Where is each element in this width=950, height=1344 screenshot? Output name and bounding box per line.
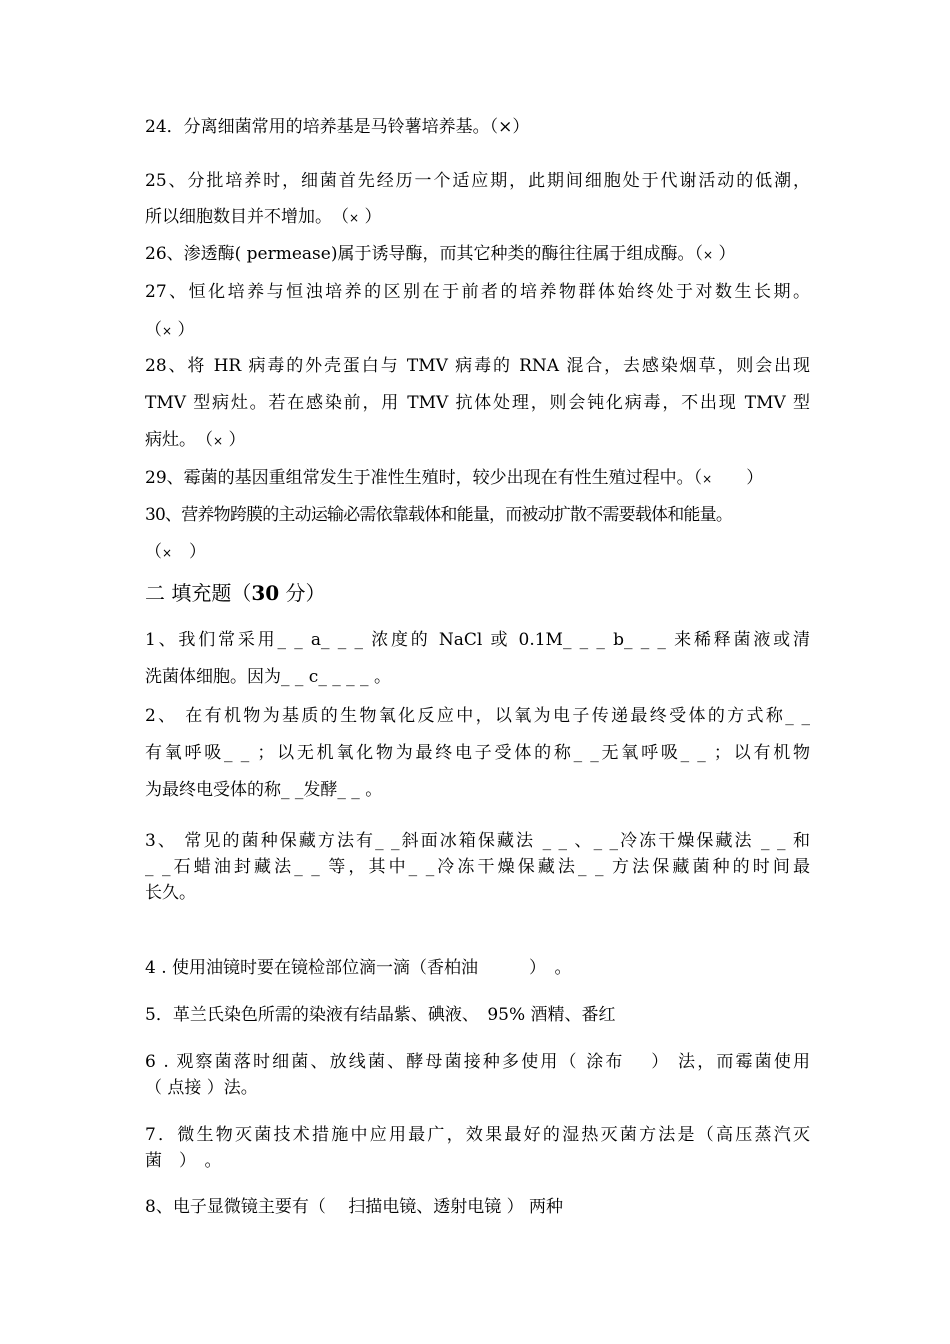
fill-2-line-2: 有氧呼吸_ _ ；以无机氧化物为最终电子受体的称_ _无氧呼吸_ _ ；以有机物	[145, 743, 810, 763]
section-heading-suffix: 分）	[279, 581, 326, 605]
question-27-open: （	[145, 320, 162, 340]
question-28-text: 病灶。 （	[145, 430, 213, 450]
question-25-line-1: 25、分批培养时，细菌首先经历一个适应期，此期间细胞处于代谢活动的低潮，	[145, 171, 810, 191]
question-29-text: 29、霉菌的基因重组常发生于准性生殖时，较少出现在有性生殖过程中。（	[145, 468, 703, 488]
section-heading	[145, 580, 326, 606]
question-26-close: ）	[713, 244, 736, 264]
question-27-close: ）	[172, 320, 195, 340]
question-28-line-1: 28、将 HR 病毒的外壳蛋白与 TMV 病毒的 RNA 混合，去感染烟草，则会出现	[145, 356, 810, 376]
question-24: 24．分离细菌常用的培养基是马铃薯培养基。（×）	[145, 117, 530, 137]
question-25-line-2	[145, 206, 810, 229]
question-26	[145, 243, 810, 266]
fill-7-line-2: 菌 ） 。	[145, 1151, 222, 1171]
fill-2-line-3: 为最终电受体的称_ _发酵_ _ 。	[145, 780, 383, 800]
question-30-open: （	[145, 542, 162, 562]
fill-3-line-2: _ _石蜡油封藏法_ _ 等，其中_ _冷冻干燥保藏法_ _ 方法保藏菌种的时间最	[145, 857, 810, 877]
section-heading-prefix: 二 填充题（	[145, 581, 252, 605]
question-27-line-2	[145, 319, 810, 342]
fill-6-line-2: （ 点接 ）法。	[145, 1078, 258, 1098]
question-29-close: ）	[712, 468, 764, 488]
fill-3-line-3: 长久。	[145, 883, 196, 903]
question-28-close: ）	[223, 430, 246, 450]
section-heading-score: 30	[251, 581, 280, 605]
question-25-close: ）	[359, 207, 382, 227]
question-30-line-1: 30、营养物跨膜的主动运输必需依靠载体和能量，而被动扩散不需要载体和能量。	[145, 505, 733, 525]
fill-7-line-1: 7．微生物灭菌技术措施中应用最广，效果最好的湿热灭菌方法是（高压蒸汽灭	[145, 1125, 810, 1145]
fill-6-line-1: 6 . 观察菌落时细菌、放线菌、酵母菌接种多使用（ 涂布 ） 法，而霉菌使用	[145, 1052, 810, 1072]
answer-mark: ×	[213, 434, 224, 448]
question-28-line-3	[145, 429, 810, 452]
answer-mark: ×	[162, 324, 173, 338]
fill-4: 4 . 使用油镜时要在镜检部位滴一滴（香柏油 ） 。	[145, 958, 572, 978]
fill-5: 5．革兰氏染色所需的染液有结晶紫、碘液、 95% 酒精、番红	[145, 1005, 616, 1025]
fill-8: 8、电子显微镜主要有（ 扫描电镜、透射电镜 ） 两种	[145, 1197, 564, 1217]
answer-mark: ×	[702, 248, 714, 262]
question-30-close: ）	[172, 542, 207, 562]
question-26-text: 26、渗透酶( permease)属于诱导酶，而其它种类的酶往往属于组成酶。（	[145, 244, 703, 264]
question-27-line-1: 27、恒化培养与恒浊培养的区别在于前者的培养物群体始终处于对数生长期。	[145, 282, 810, 302]
question-28-line-2: TMV 型病灶。若在感染前，用 TMV 抗体处理，则会钝化病毒，不出现 TMV 型	[145, 393, 810, 413]
answer-mark: ×	[162, 546, 173, 560]
question-30-line-2	[145, 541, 810, 564]
fill-1-line-2: 洗菌体细胞。因为_ _ c_ _ _ _ 。	[145, 667, 391, 687]
answer-mark: ×	[702, 472, 713, 486]
question-29	[145, 467, 810, 490]
answer-mark: ×	[349, 211, 360, 225]
question-25-text: 所以细胞数目并不增加。 （	[145, 207, 349, 227]
fill-1-line-1: 1、我们常采用_ _ a_ _ _ 浓度的 NaCl 或 0.1M_ _ _ b_ _ _ 来稀释菌液或清	[145, 630, 810, 650]
fill-2-line-1: 2、 在有机物为基质的生物氧化反应中，以氧为电子传递最终受体的方式称_ _	[145, 706, 810, 726]
fill-3-line-1: 3、 常见的菌种保藏方法有_ _斜面冰箱保藏法 _ _ 、_ _冷冻干燥保藏法 _ _ 和	[145, 831, 810, 851]
